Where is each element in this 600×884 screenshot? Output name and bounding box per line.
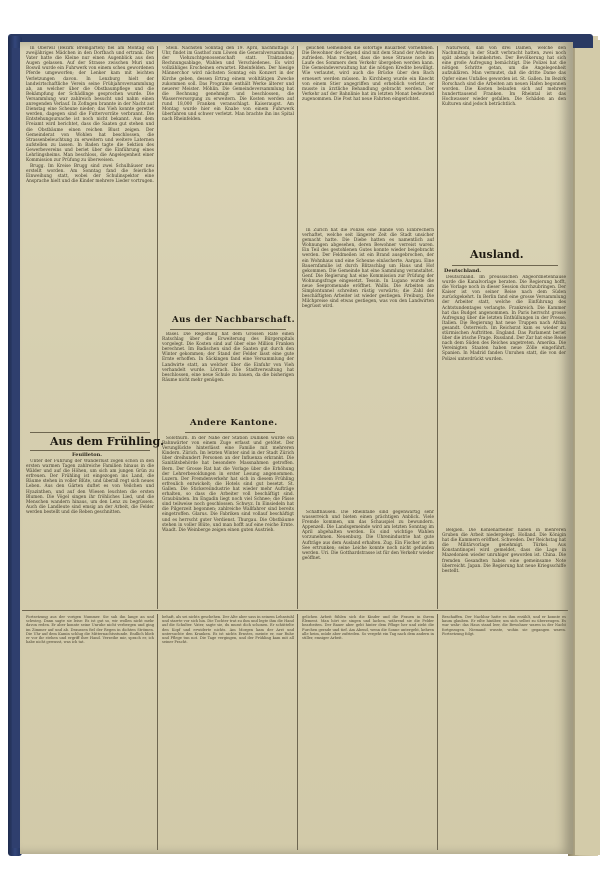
article-text: Deutschland. Im preussischen Abgeordnetenhause wurde die Kanalvorlage beraten. Die Regierung hofft, die Vorlage noch in dieser Session durchzubringen. Der Kaiser ist von seiner Reise nach dem Süden zurückgekehrt. In Berlin fand eine grosse Versammlung der Arbeiter statt, welche die Einführung des Achtstundentages verlangte. Frankreich. Die Kammer hat das Budget angenommen. In Paris herrscht grosse Aufregung über die letzten Enthüllungen in der Presse. Italien. Die Regierung hat neue Truppen nach Afrika gesandt. Österreich. Im Reichsrat kam es wieder zu stürmischen Auftritten. England. Das Parlament beriet über die irische Frage. Russland. Der Zar hat eine Reise nach dem Süden des Reiches angetreten. Amerika. Die Vereinigten Staaten haben neue Zölle eingeführt. Spanien. In Madrid fanden Unruhen statt, die von der Polizei unterdrückt wurden.	[442, 275, 566, 362]
newspaper-page	[20, 42, 573, 854]
feuilleton-column-1: Fortsetzung aus der vorigen Nummer. Sie sah ihn lange an und schwieg. Dann sagte sie leise: Es ist gut so, wir wollen nicht mehr davon reden. Er aber konnte seine Unruhe nicht verbergen und ging im Zimmer auf und ab. Draussen fiel der Regen in dichten Strömen. Die Uhr auf dem Kamin schlug die Mitternachtsstunde. Endlich blieb er vor ihr stehen und ergriff ihre Hand. Verzeihe mir, sprach er, ich habe nicht gewusst, was ich tat.	[26, 615, 154, 645]
article-text: Brugg. Im Kreise Brugg sind zwei Schulhäuser neu erstellt worden. Am Sonntag fand die feierliche Einweihung statt, wobei der Schulinspektor eine Ansprache hielt und die Kinder mehrere Lieder vortrugen.	[26, 164, 154, 185]
article-text: In Oberwil (Bezirk Bremgarten) fiel am Montag ein zweijähriges Mädchen in den Dorfbach und ertrank. Der Vater hatte die Kleine nur einen Augenblick aus den Augen gelassen. Auf der Strasse zwischen Muri und Boswil wurde ein Fuhrwerk von einem scheu gewordenen Pferde umgeworfen; der Lenker kam mit leichten Verletzungen davon. In Lenzburg hielt der landwirtschaftliche Verein seine Frühjahrsversammlung ab, an welcher über die Obstbaumpflege und die Bekämpfung der Schädlinge gesprochen wurde. Die Versammlung war zahlreich besucht und nahm einen anregenden Verlauf. In Zofingen brannte in der Nacht auf Dienstag eine Scheune nieder; das Vieh konnte gerettet werden, dagegen sind die Futtervorräte verbrannt. Die Entstehungsursache ist noch nicht bekannt. Aus dem Freiamt wird berichtet, dass die Saaten gut stehen und die Obstbäume einen reichen Blust zeigen. Der Gemeinderat von Wohlen hat beschlossen, die Strassenbeleuchtung zu erweitern und weitere Laternen aufstellen zu lassen. In Baden tagte die Sektion des Gewerbevereins und beriet über die Einführung eines Lehrlingsheims. Man beschloss, die Angelegenheit einer Kommission zur Prüfung zu überweisen.	[26, 46, 154, 164]
column-2-middle-text	[162, 332, 294, 414]
heading-andere-kantone: Andere Kantone.	[190, 418, 278, 428]
column-3-lower-text	[302, 510, 434, 608]
article-text: Unter der Führung der Wanderlust zogen schon in den ersten warmen Tagen zahlreiche Familien hinaus in die Wälder und auf die Höhen, um sich am jungen Grün zu erfreuen. Der Frühling ist eingezogen ins Land, die Bäume stehen in voller Blüte, und überall regt sich neues Leben. Aus den Gärten duftet es von Veilchen und Hyazinthen, und auf den Wiesen leuchten die ersten Blumen. Die Vögel singen ihr fröhliches Lied, und die Menschen wandern hinaus, um den Lenz zu begrüssen. Auch die Landleute sind emsig an der Arbeit, die Felder werden bestellt und die Reben geschnitten.	[26, 459, 154, 515]
heading-nachbarschaft: Aus der Nachbarschaft.	[172, 315, 296, 325]
column-4-text	[442, 46, 566, 242]
facing-page-edge	[575, 40, 600, 855]
column-rule	[437, 46, 438, 609]
feuilleton-column-4: Beschaffen. Der Nachbar hatte es ihm erzählt, und er konnte es kaum glauben. Er eilte hinüber, um sich selbst zu überzeugen. Es war wahr: das Haus stand leer, die Bewohner waren in der Nacht fortgezogen. Niemand wusste, wohin sie gegangen waren. Fortsetzung folgt.	[442, 615, 566, 636]
heading-rule	[30, 432, 150, 433]
article-text: Stein. Nächsten Sonntag den 19. April, nachmittags 3 Uhr, findet im Gasthof zum Löwen die Generalversammlung der Viehzuchtgenossenschaft statt. Traktanden: Rechnungsablage, Wahlen und Verschiedenes. Es wird vollzähliges Erscheinen erwartet. Rheinfelden. Der hiesige Männerchor wird nächsten Sonntag ein Konzert in der Kirche geben, dessen Ertrag einem wohltätigen Zwecke zukommen soll. Das Programm enthält Werke älterer und neuerer Meister. Möhlin. Die Gemeindeversammlung hat die Rechnung genehmigt und beschlossen, die Wasserversorgung zu erweitern. Die Kosten werden auf rund 18,000 Franken veranschlagt. Kaiseraugst. Am Montag wurde hier ein Knabe von einem Fuhrwerk überfahren und schwer verletzt. Man brachte ihn ins Spital nach Rheinfelden.	[162, 46, 294, 123]
column-rule	[157, 614, 158, 850]
subheading-deutschland: Deutschland.	[444, 268, 481, 274]
heading-ausland: Ausland.	[470, 248, 524, 261]
column-1-text	[26, 46, 154, 386]
column-rule	[437, 614, 438, 850]
column-4-middle-text	[442, 275, 566, 525]
heading-rule	[452, 265, 558, 266]
section-rule	[22, 610, 568, 611]
column-rule	[157, 46, 158, 609]
column-rule	[297, 46, 298, 609]
feuilleton-column-2: behaft, als sei nichts geschehen. Der Alte aber sass in seinem Lehnstuhl und starrte vor sich hin. Die Tochter trat zu ihm und legte ihm die Hand auf die Schulter. Vater, sagte sie, du musst dich schonen. Er schüttelte den Kopf und erwiderte nichts. Am Morgen kam der Arzt und untersuchte den Kranken. Es ist nichts Ernstes, meinte er, nur Ruhe und Pflege tun not. Die Tage vergingen, und der Frühling kam mit all seiner Pracht.	[162, 615, 294, 645]
column-3-text	[302, 46, 434, 226]
article-text: Basel. Die Regierung hat dem Grossen Rate einen Ratschlag über die Erweiterung des Bürgerspitals vorgelegt. Die Kosten sind auf über eine Million Franken berechnet. Im Badischen sind die Saaten gut durch den Winter gekommen; der Stand der Felder lässt eine gute Ernte erhoffen. In Säckingen fand eine Versammlung der Landwirte statt, an welcher über die Einfuhr von Vieh verhandelt wurde. Lörrach. Die Stadtverwaltung hat beschlossen, eine neue Schule zu bauen, da die bisherigen Räume nicht mehr genügen.	[162, 332, 294, 383]
article-text: Solothurn. In der Nähe der Station Dulliken wurde ein Bahnwärter von einem Zuge erfasst und getötet. Der Verunglückte hinterlässt eine Familie mit mehreren Kindern. Zürich. Im letzten Winter sind in der Stadt Zürich über dreihundert Personen an der Influenza erkrankt. Die Sanitätsbehörde hat besondere Massnahmen getroffen. Bern. Der Grosse Rat hat die Vorlage über die Erhöhung der Lehrerbesoldungen in erster Lesung angenommen. Luzern. Der Fremdenverkehr hat sich in diesem Frühling erfreulich entwickelt; die Hotels sind gut besetzt. St. Gallen. Die Stickereiindustrie hat wieder mehr Aufträge erhalten, so dass die Arbeiter voll beschäftigt sind. Graubünden. Im Engadin liegt noch viel Schnee; die Pässe sind teilweise noch geschlossen. Schwyz. In Einsiedeln hat die Pilgerzeit begonnen; zahlreiche Wallfahrer sind bereits eingetroffen. Glarus. Die Fabriken sind vollauf beschäftigt und es herrscht guter Verdienst. Thurgau. Die Obstbäume stehen in voller Blüte, und man hofft auf eine reiche Ernte. Waadt. Die Weinberge zeigen einen guten Austrieb.	[162, 436, 294, 533]
column-2-text	[162, 46, 294, 314]
heading-rule	[170, 329, 286, 330]
column-rule	[297, 614, 298, 850]
heading-rule	[30, 450, 150, 451]
article-text: Belgien. Die Kohlenarbeiter haben in mehreren Gruben die Arbeit niedergelegt. Holland. Die Königin hat die Kammern eröffnet. Schweden. Der Reichstag hat die Militärvorlage genehmigt. Türkei. Aus Konstantinopel wird gemeldet, dass die Lage in Mazedonien wieder unruhiger geworden ist. China. Die fremden Gesandten haben eine gemeinsame Note überreicht. Japan. Die Regierung hat neue Kriegsschiffe bestellt.	[442, 528, 566, 574]
column-1-lower-text	[26, 459, 154, 607]
heading-rule	[185, 432, 275, 433]
subheading-feuilleton: Feuilleton.	[72, 452, 102, 458]
article-text: Naturwohl, daß von drei Damen, welche den Nachmittag in der Stadt verbracht hatten, zwei noch spät abends heimkehrten. Der Bevölkerung hat sich eine große Aufregung bemächtigt. Die Polizei hat die nötigen Schritte getan, um die Angelegenheit aufzuklären. Man vermutet, daß die dritte Dame das Opfer eines Unfalles geworden ist. St. Gallen. Im Bezirk Rorschach sind die Arbeiten am neuen Hafen begonnen worden. Die Kosten belaufen sich auf mehrere hunderttausend Franken. Im Rheintal ist das Hochwasser wieder gefallen. Die Schäden an den Kulturen sind jedoch beträchtlich.	[442, 46, 566, 108]
article-text: gelichen Gemeinden die sofortige Bauarbeit vornehmen. Die Bewohner der Gegend sind mit dem Stand der Arbeiten zufrieden. Man rechnet, dass die neue Strasse noch im Laufe des Sommers dem Verkehr übergeben werden kann. Die Gemeindeverwaltung hat die nötigen Kredite bewilligt. Wie verlautet, wird auch die Brücke über den Bach erneuert werden müssen. In Kirchberg wurde ein Knecht von einem Stier angegriffen und erheblich verletzt; er musste in ärztliche Behandlung gebracht werden. Der Verkehr auf der Bahnlinie hat im letzten Monat bedeutend zugenommen. Die Post hat neue Fahrten eingerichtet.	[302, 46, 434, 102]
article-text: In Zürich hat die Polizei eine Bande von Einbrechern verhaftet, welche seit längerer Zeit die Stadt unsicher gemacht hatte. Die Diebe hatten es namentlich auf Wohnungen abgesehen, deren Bewohner verreist waren. Ein Teil des gestohlenen Gutes konnte wieder beigebracht werden. Der Feldmeilen ist ein Brand ausgebrochen, der ein Wohnhaus und eine Scheune einäscherte. Aargau. Eine Bauernfamilie ist durch Blitzschlag um Haus und Hof gekommen. Die Gemeinde hat eine Sammlung veranstaltet. Genf. Die Regierung hat eine Kommission zur Prüfung der Wohnungsfrage eingesetzt. Tessin. In Lugano wurde die neue Seepromenade eröffnet. Wallis. Die Arbeiten am Simplontunnel schreiten rüstig vorwärts; die Zahl der beschäftigten Arbeiter ist wieder gestiegen. Freiburg. Die Milchpreise sind etwas gestiegen, was von den Landwirten begrüsst wird.	[302, 228, 434, 310]
article-text: Schaffhausen. Die Rheinfälle sind gegenwärtig sehr wasserreich und bieten einen prächtigen Anblick. Viele Fremde kommen, um das Schauspiel zu bewundern. Appenzell. Die Landsgemeinde wird am letzten Sonntag im April abgehalten werden. Es sind wichtige Wahlen vorzunehmen. Neuenburg. Die Uhrenindustrie hat gute Aufträge aus dem Ausland erhalten. Zug. Ein Fischer ist im See ertrunken; seine Leiche konnte noch nicht gefunden werden. Uri. Die Gotthardstrasse ist für den Verkehr wieder geöffnet.	[302, 510, 434, 561]
feuilleton-column-3: gelichen Arbeit fühlen sich die Kinder und die Frauen in ihrem Element. Man hört sie singen und lachen, während sie die Felder bearbeiten. Der Bauer aber geht hinter dem Pfluge her und zieht die Furchen gerade und tief. Am Abend, wenn die Sonne untergeht, kehren alle heim, müde aber zufrieden. So vergeht ein Tag nach dem andern in stiller, emsiger Arbeit.	[302, 615, 434, 641]
column-4-lower-text	[442, 528, 566, 608]
column-2-lower-text	[162, 436, 294, 608]
heading-fruehling: Aus dem Frühling.	[50, 435, 164, 448]
column-3-middle-text	[302, 228, 434, 508]
